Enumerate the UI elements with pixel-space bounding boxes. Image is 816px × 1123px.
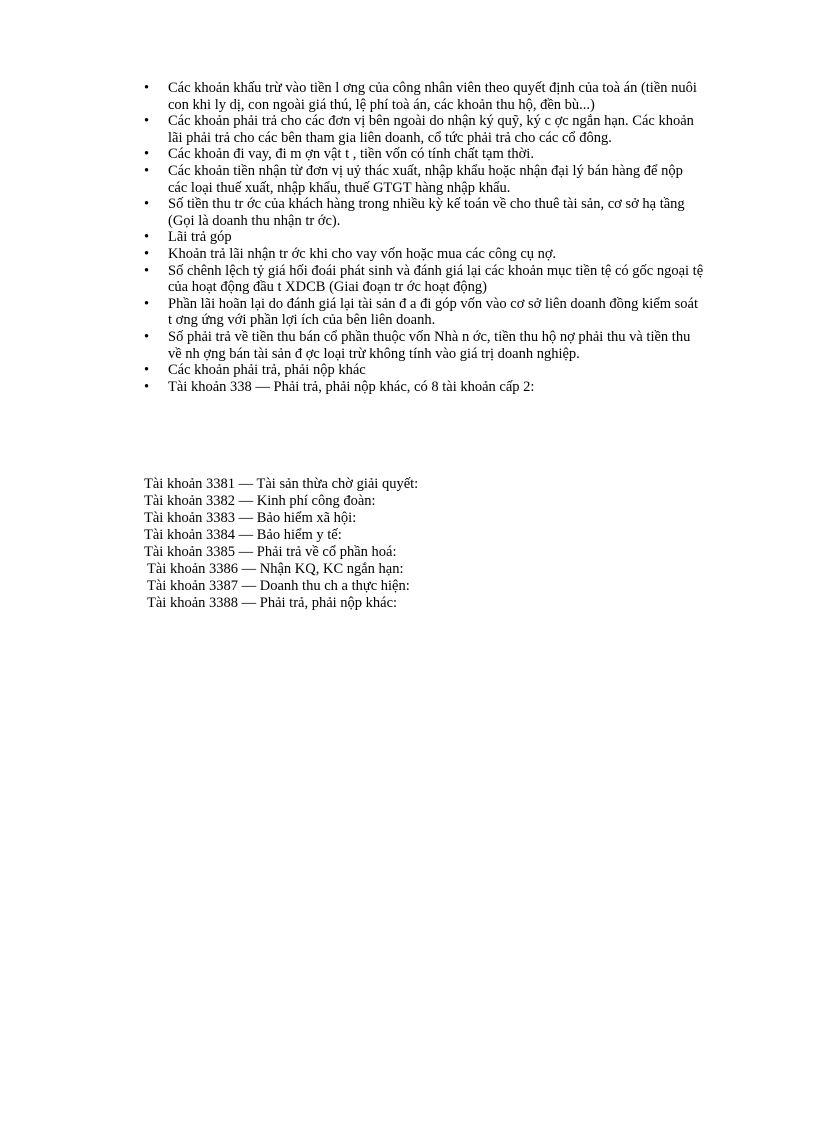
account-list bbox=[144, 476, 704, 612]
list-item bbox=[144, 329, 704, 362]
list-item-text: Số chênh lệch tỷ giá hối đoái phát sinh và đánh giá lại các khoản mục tiền tệ có gốc ngoại tệ của hoạt động đầu t XDCB (Giai đoạn tr ớc hoạt động) bbox=[168, 262, 704, 296]
account-line: Tài khoản 3383 — Bảo hiểm xã hội: bbox=[144, 510, 357, 526]
list-item-text: Các khoản tiền nhận từ đơn vị uỷ thác xuất, nhập khẩu hoặc nhận đại lý bán hàng để nộp các loại thuế xuất, nhập khẩu, thuế GTGT hàng nhập khẩu. bbox=[168, 162, 683, 196]
list-item bbox=[144, 163, 704, 196]
bullet-icon: • bbox=[144, 229, 150, 246]
account-line: Tài khoản 3387 — Doanh thu ch a thực hiện: bbox=[147, 578, 410, 594]
account-line: Tài khoản 3381 — Tài sản thừa chờ giải quyết: bbox=[144, 476, 419, 492]
list-item-text: Khoản trả lãi nhận tr ớc khi cho vay vốn hoặc mua các công cụ nợ. bbox=[168, 245, 557, 262]
bullet-icon: • bbox=[144, 146, 150, 163]
account-line: Tài khoản 3382 — Kinh phí công đoàn: bbox=[144, 493, 376, 509]
bullet-icon: • bbox=[144, 328, 150, 345]
list-item bbox=[144, 113, 704, 146]
list-item-text: Lãi trả góp bbox=[168, 229, 232, 246]
bullet-icon: • bbox=[144, 378, 150, 395]
list-item-text: Số phải trả về tiền thu bán cổ phần thuộc vốn Nhà n ớc, tiền thu hộ nợ phải thu và tiền thu về nh ợng bán tài sản đ ợc loại trừ không tính vào giá trị doanh nghiệp. bbox=[168, 328, 691, 362]
bullet-icon: • bbox=[144, 162, 150, 179]
list-item bbox=[144, 362, 704, 379]
list-item bbox=[144, 296, 704, 329]
account-line: Tài khoản 3385 — Phải trả về cổ phần hoá: bbox=[144, 544, 397, 560]
list-item-text: Các khoản khấu trừ vào tiền l ơng của công nhân viên theo quyết định của toà án (tiền nuôi con khi ly dị, con ngoài giá thú, lệ phí toà án, các khoản thu hộ, đền bù...) bbox=[168, 80, 697, 113]
list-item bbox=[144, 379, 704, 396]
list-item-text: Tài khoản 338 — Phải trả, phải nộp khác, có 8 tài khoản cấp 2: bbox=[168, 378, 535, 395]
list-item bbox=[144, 263, 704, 296]
bullet-icon: • bbox=[144, 245, 150, 262]
list-item-text: Các khoản đi vay, đi m ợn vật t , tiền vốn có tính chất tạm thời. bbox=[168, 146, 534, 163]
bullet-list bbox=[144, 80, 704, 395]
list-item bbox=[144, 229, 704, 246]
list-item-text: Phần lãi hoãn lại do đánh giá lại tài sản đ a đi góp vốn vào cơ sở liên doanh đồng kiểm soát t ơng ứng với phần lợi ích của bên liên doanh. bbox=[168, 295, 698, 329]
bullet-icon: • bbox=[144, 113, 150, 130]
account-line: Tài khoản 3388 — Phải trả, phải nộp khác: bbox=[147, 595, 398, 611]
account-line: Tài khoản 3386 — Nhận KQ, KC ngắn hạn: bbox=[147, 561, 404, 577]
list-item bbox=[144, 80, 704, 113]
list-item bbox=[144, 246, 704, 263]
bullet-icon: • bbox=[144, 295, 150, 312]
account-line: Tài khoản 3384 — Bảo hiểm y tế: bbox=[144, 527, 342, 543]
list-item bbox=[144, 146, 704, 163]
bullet-icon: • bbox=[144, 80, 150, 96]
list-item-text: Các khoản phải trả, phải nộp khác bbox=[168, 362, 366, 379]
list-item-text: Số tiền thu tr ớc của khách hàng trong nhiều kỳ kế toán về cho thuê tài sản, cơ sở hạ tầng (Gọi là doanh thu nhận tr ớc). bbox=[168, 196, 685, 229]
bullet-icon: • bbox=[144, 262, 150, 279]
bullet-icon: • bbox=[144, 362, 150, 379]
bullet-icon: • bbox=[144, 196, 150, 213]
list-item bbox=[144, 196, 704, 229]
list-item-text: Các khoản phải trả cho các đơn vị bên ngoài do nhận ký quỹ, ký c ợc ngắn hạn. Các khoản lãi phải trả cho các bên tham gia liên doanh, cổ tức phải trả cho các cổ đông. bbox=[168, 113, 694, 146]
